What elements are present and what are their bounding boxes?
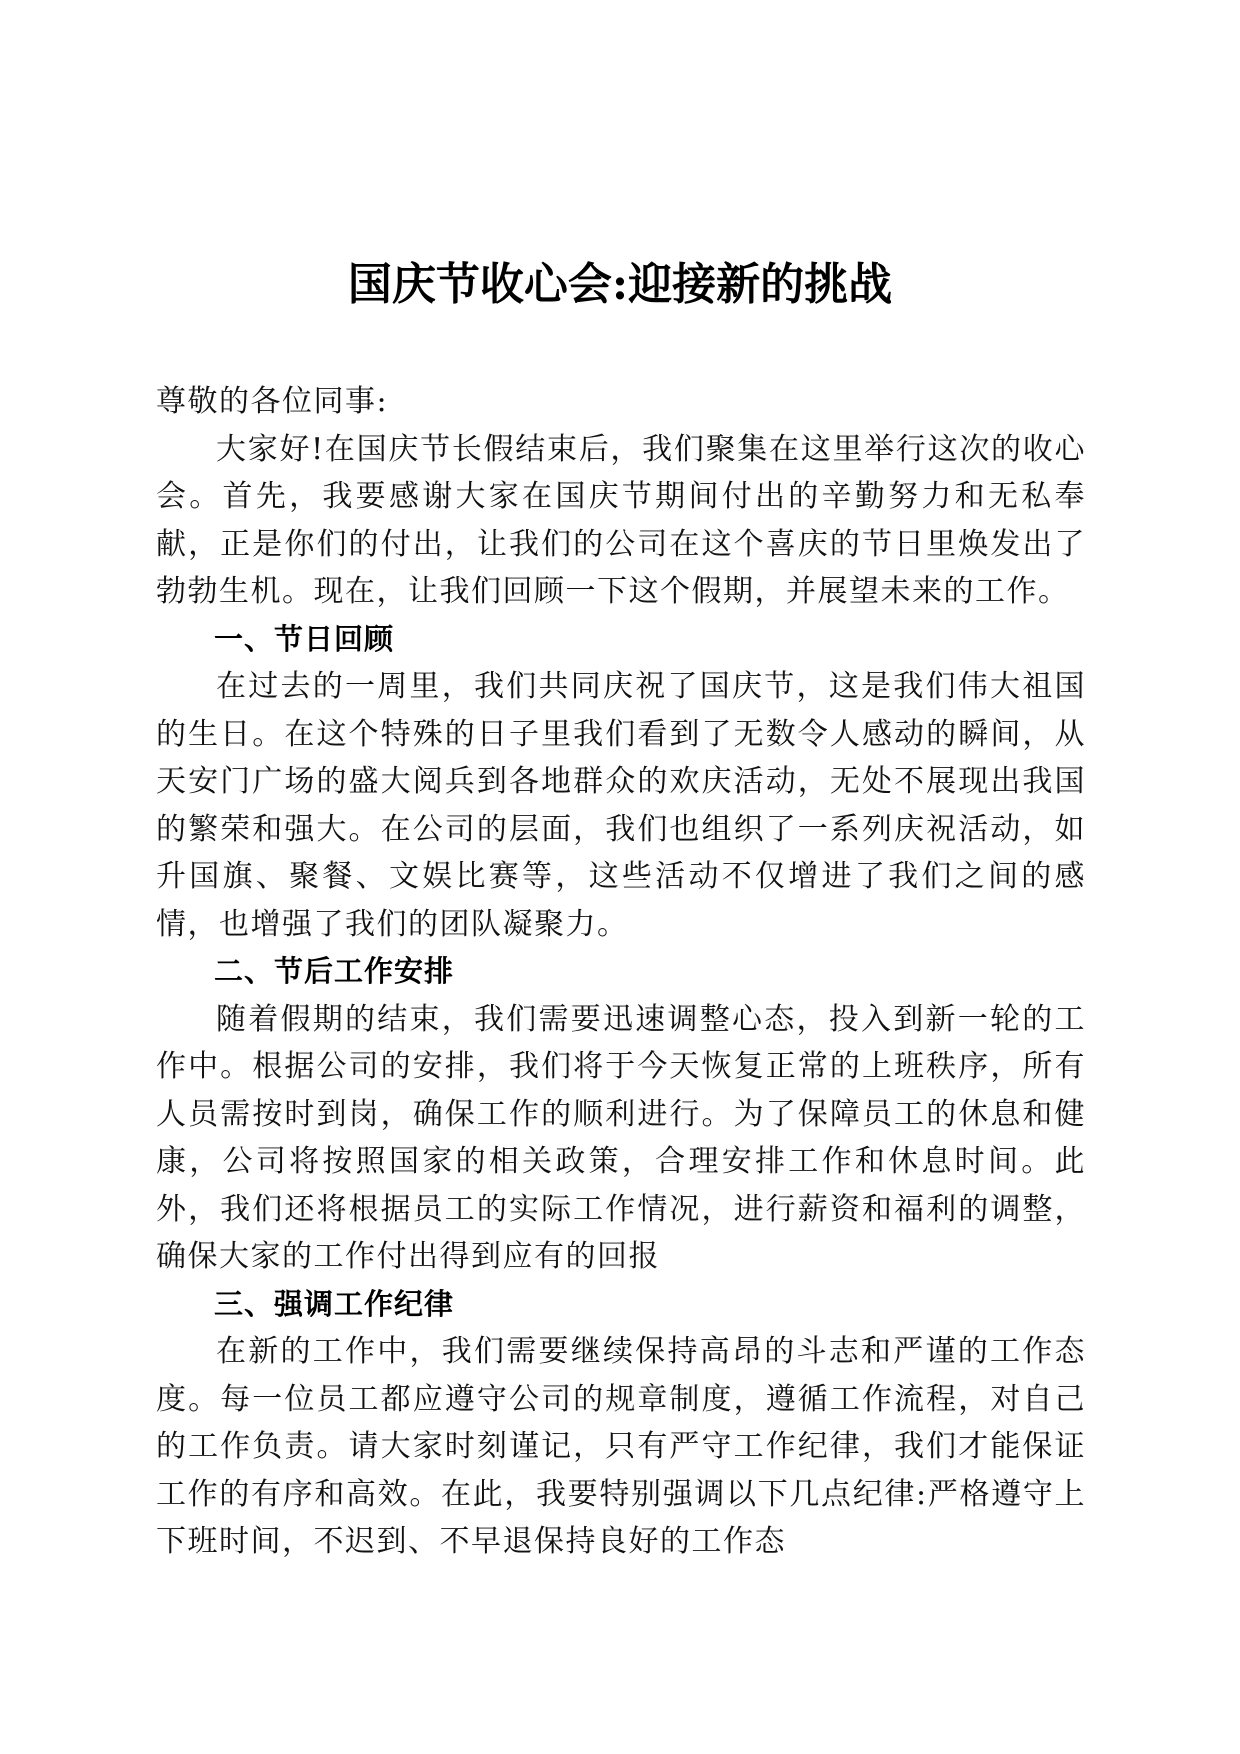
document-body	[156, 378, 1086, 1566]
salutation: 尊敬的各位同事:	[156, 384, 389, 419]
intro-paragraph: 大家好!在国庆节长假结束后，我们聚集在这里举行这次的收心会。首先，我要感谢大家在国庆节期间付出的辛勤努力和无私奉献，正是你们的付出，让我们的公司在这个喜庆的节日里焕发出了勃勃生机。现在，让我们回顾一下这个假期，并展望未来的工作。	[156, 431, 1086, 609]
section-heading-discipline: 三、强调工作纪律	[214, 1286, 455, 1321]
section-paragraph-work-arrangement: 随着假期的结束，我们需要迅速调整心态，投入到新一轮的工作中。根据公司的安排，我们将于今天恢复正常的上班秩序，所有人员需按时到岗，确保工作的顺利进行。为了保障员工的休息和健康，公司将按照国家的相关政策，合理安排工作和休息时间。此外，我们还将根据员工的实际工作情况，进行薪资和福利的调整，确保大家的工作付出得到应有的回报	[156, 1001, 1086, 1274]
section-heading-work-arrangement: 二、节后工作安排	[214, 954, 455, 988]
section-paragraph-discipline: 在新的工作中，我们需要继续保持高昂的斗志和严谨的工作态度。每一位员工都应遵守公司的规章制度，遵循工作流程，对自己的工作负责。请大家时刻谨记，只有严守工作纪律，我们才能保证工作的有序和高效。在此，我要特别强调以下几点纪律:严格遵守上下班时间，不迟到、不早退保持良好的工作态	[156, 1334, 1086, 1559]
section-heading-review: 一、节日回顾	[214, 621, 395, 656]
section-paragraph-review: 在过去的一周里，我们共同庆祝了国庆节，这是我们伟大祖国的生日。在这个特殊的日子里我们看到了无数令人感动的瞬间，从天安门广场的盛大阅兵到各地群众的欢庆活动，无处不展现出我国的繁荣和强大。在公司的层面，我们也组织了一系列庆祝活动，如升国旗、聚餐、文娱比赛等，这些活动不仅增进了我们之间的感情，也增强了我们的团队凝聚力。	[156, 669, 1086, 942]
document-title: 国庆节收心会:迎接新的挑战	[347, 259, 893, 310]
